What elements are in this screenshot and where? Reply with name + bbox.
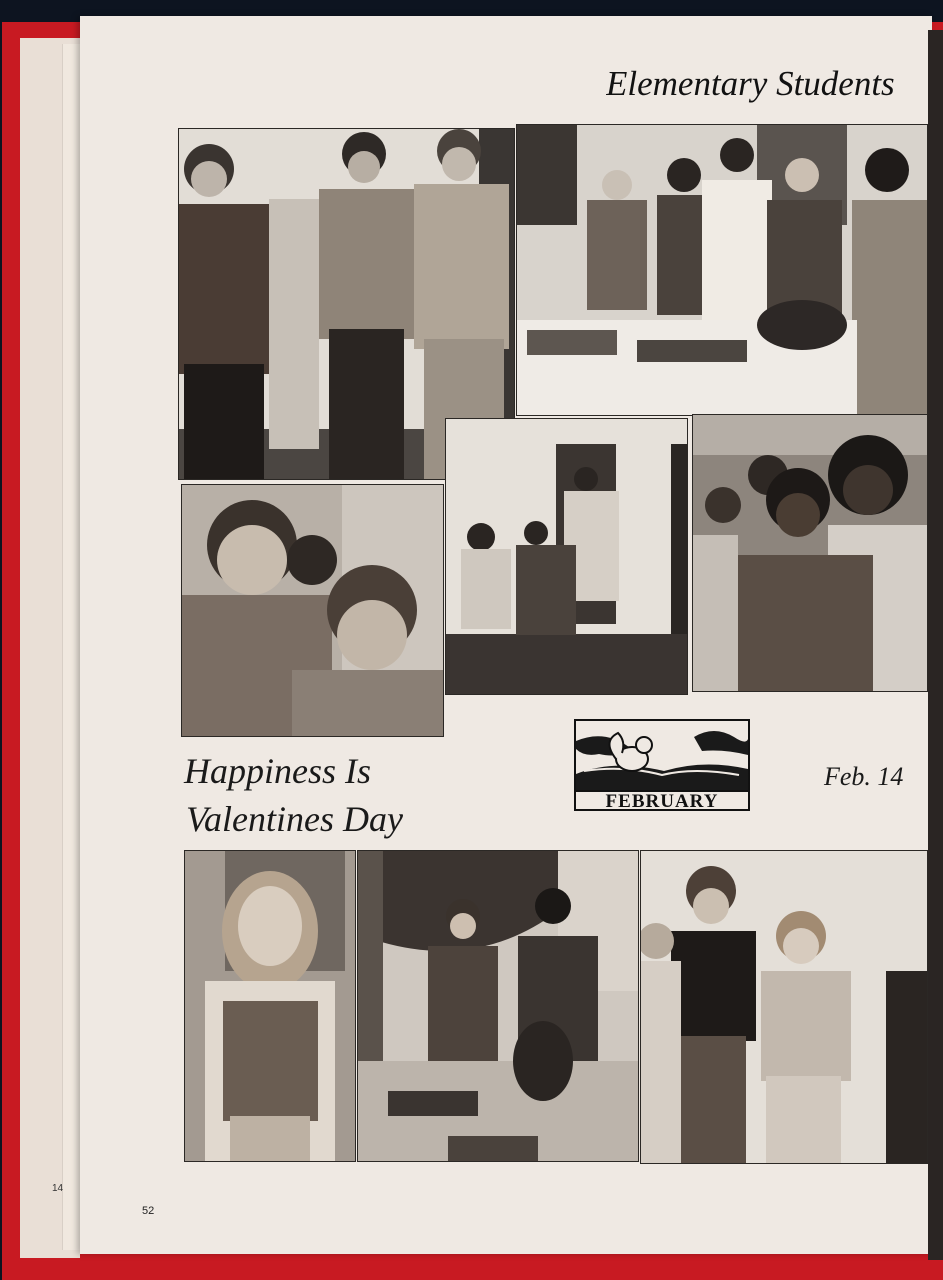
month-banner: FEBRUARY bbox=[605, 791, 719, 811]
date-label: Feb. 14 bbox=[824, 762, 904, 791]
photo-small-children bbox=[640, 850, 928, 1164]
headline-line-1: Happiness Is bbox=[184, 751, 371, 791]
facing-page-number: 14 bbox=[52, 1183, 64, 1194]
photo-student-group bbox=[692, 414, 928, 692]
february-squirrel-emblem bbox=[574, 719, 750, 811]
page-title: Elementary Students bbox=[606, 64, 895, 103]
headline-line-2: Valentines Day bbox=[186, 799, 403, 839]
binding-shadow bbox=[928, 30, 943, 1260]
photo-serving-table bbox=[357, 850, 639, 1162]
photo-children-closeup bbox=[181, 484, 444, 737]
page-number: 52 bbox=[142, 1205, 155, 1217]
photo-refreshment-table bbox=[516, 124, 928, 416]
photo-girl-portrait bbox=[184, 850, 356, 1162]
photo-mothers-seated bbox=[445, 418, 688, 695]
